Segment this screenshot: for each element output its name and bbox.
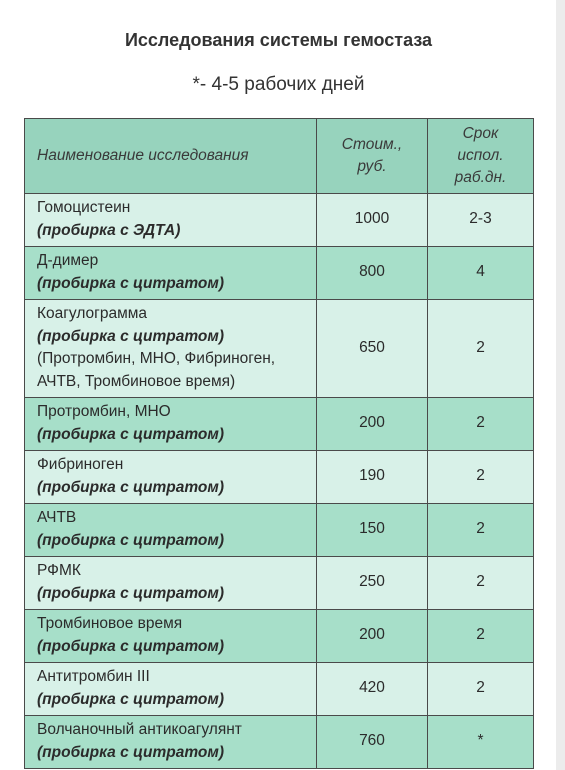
price-cell: 800 (317, 247, 428, 300)
test-name-cell (25, 451, 317, 504)
price-table (24, 118, 534, 769)
table-row (25, 716, 534, 769)
table-row (25, 451, 534, 504)
test-name-cell (25, 610, 317, 663)
term-cell: 2 (428, 504, 534, 557)
price-cell: 200 (317, 398, 428, 451)
tube-type: (пробирка с ЭДТА) (37, 221, 181, 239)
tube-type: (пробирка с цитратом) (37, 690, 225, 708)
term-cell: 2 (428, 300, 534, 398)
header-price-line1: Стоим., (341, 136, 403, 153)
page-scrollbar[interactable] (556, 0, 565, 770)
table-row (25, 247, 534, 300)
term-cell: 2 (428, 557, 534, 610)
table-row (25, 663, 534, 716)
price-cell: 650 (317, 300, 428, 398)
test-name-cell (25, 557, 317, 610)
table-row (25, 300, 534, 398)
price-cell: 190 (317, 451, 428, 504)
test-name-cell (25, 194, 317, 247)
price-cell: 200 (317, 610, 428, 663)
test-name-cell (25, 300, 317, 398)
header-term (428, 119, 534, 194)
term-cell: 2 (428, 663, 534, 716)
header-name: Наименование исследования (25, 119, 317, 194)
table-row (25, 194, 534, 247)
tube-type: (пробирка с цитратом) (37, 327, 225, 345)
price-cell: 1000 (317, 194, 428, 247)
test-name: Волчаночный антикоагулянт (37, 721, 242, 738)
tube-type: (пробирка с цитратом) (37, 478, 225, 496)
test-name: Д-димер (37, 252, 99, 269)
tube-type: (пробирка с цитратом) (37, 584, 225, 602)
test-name: Фибриноген (37, 456, 124, 473)
tube-type: (пробирка с цитратом) (37, 743, 225, 761)
test-name-cell (25, 398, 317, 451)
header-term-line3: раб.дн. (454, 169, 507, 186)
header-price-line2: руб. (357, 158, 387, 175)
test-name-cell (25, 716, 317, 769)
test-name: Антитромбин III (37, 668, 150, 685)
test-components: (Протромбин, МНО, Фибриноген, АЧТВ, Тромбиновое время) (37, 350, 276, 390)
term-cell: 4 (428, 247, 534, 300)
test-name: Коагулограмма (37, 305, 147, 322)
header-price (317, 119, 428, 194)
tube-type: (пробирка с цитратом) (37, 425, 225, 443)
price-cell: 420 (317, 663, 428, 716)
header-term-line2: испол. (457, 147, 504, 164)
page-title: Исследования системы гемостаза (124, 30, 433, 50)
price-cell: 760 (317, 716, 428, 769)
table-header-row (25, 119, 534, 194)
test-name-cell (25, 247, 317, 300)
term-cell: * (428, 716, 534, 769)
table-row (25, 557, 534, 610)
header-term-line1: Срок (462, 125, 499, 142)
price-cell: 250 (317, 557, 428, 610)
test-name: АЧТВ (37, 509, 77, 526)
test-name-cell (25, 504, 317, 557)
term-cell: 2-3 (428, 194, 534, 247)
test-name: Протромбин, МНО (37, 403, 171, 420)
test-name-cell (25, 663, 317, 716)
test-name: Тромбиновое время (37, 615, 183, 632)
price-cell: 150 (317, 504, 428, 557)
table-row (25, 610, 534, 663)
term-cell: 2 (428, 610, 534, 663)
table-row (25, 504, 534, 557)
tube-type: (пробирка с цитратом) (37, 531, 225, 549)
test-name: РФМК (37, 562, 81, 579)
tube-type: (пробирка с цитратом) (37, 637, 225, 655)
turnaround-note: *- 4-5 рабочих дней (192, 74, 365, 95)
term-cell: 2 (428, 451, 534, 504)
table-row (25, 398, 534, 451)
term-cell: 2 (428, 398, 534, 451)
test-name: Гомоцистеин (37, 199, 131, 216)
tube-type: (пробирка с цитратом) (37, 274, 225, 292)
